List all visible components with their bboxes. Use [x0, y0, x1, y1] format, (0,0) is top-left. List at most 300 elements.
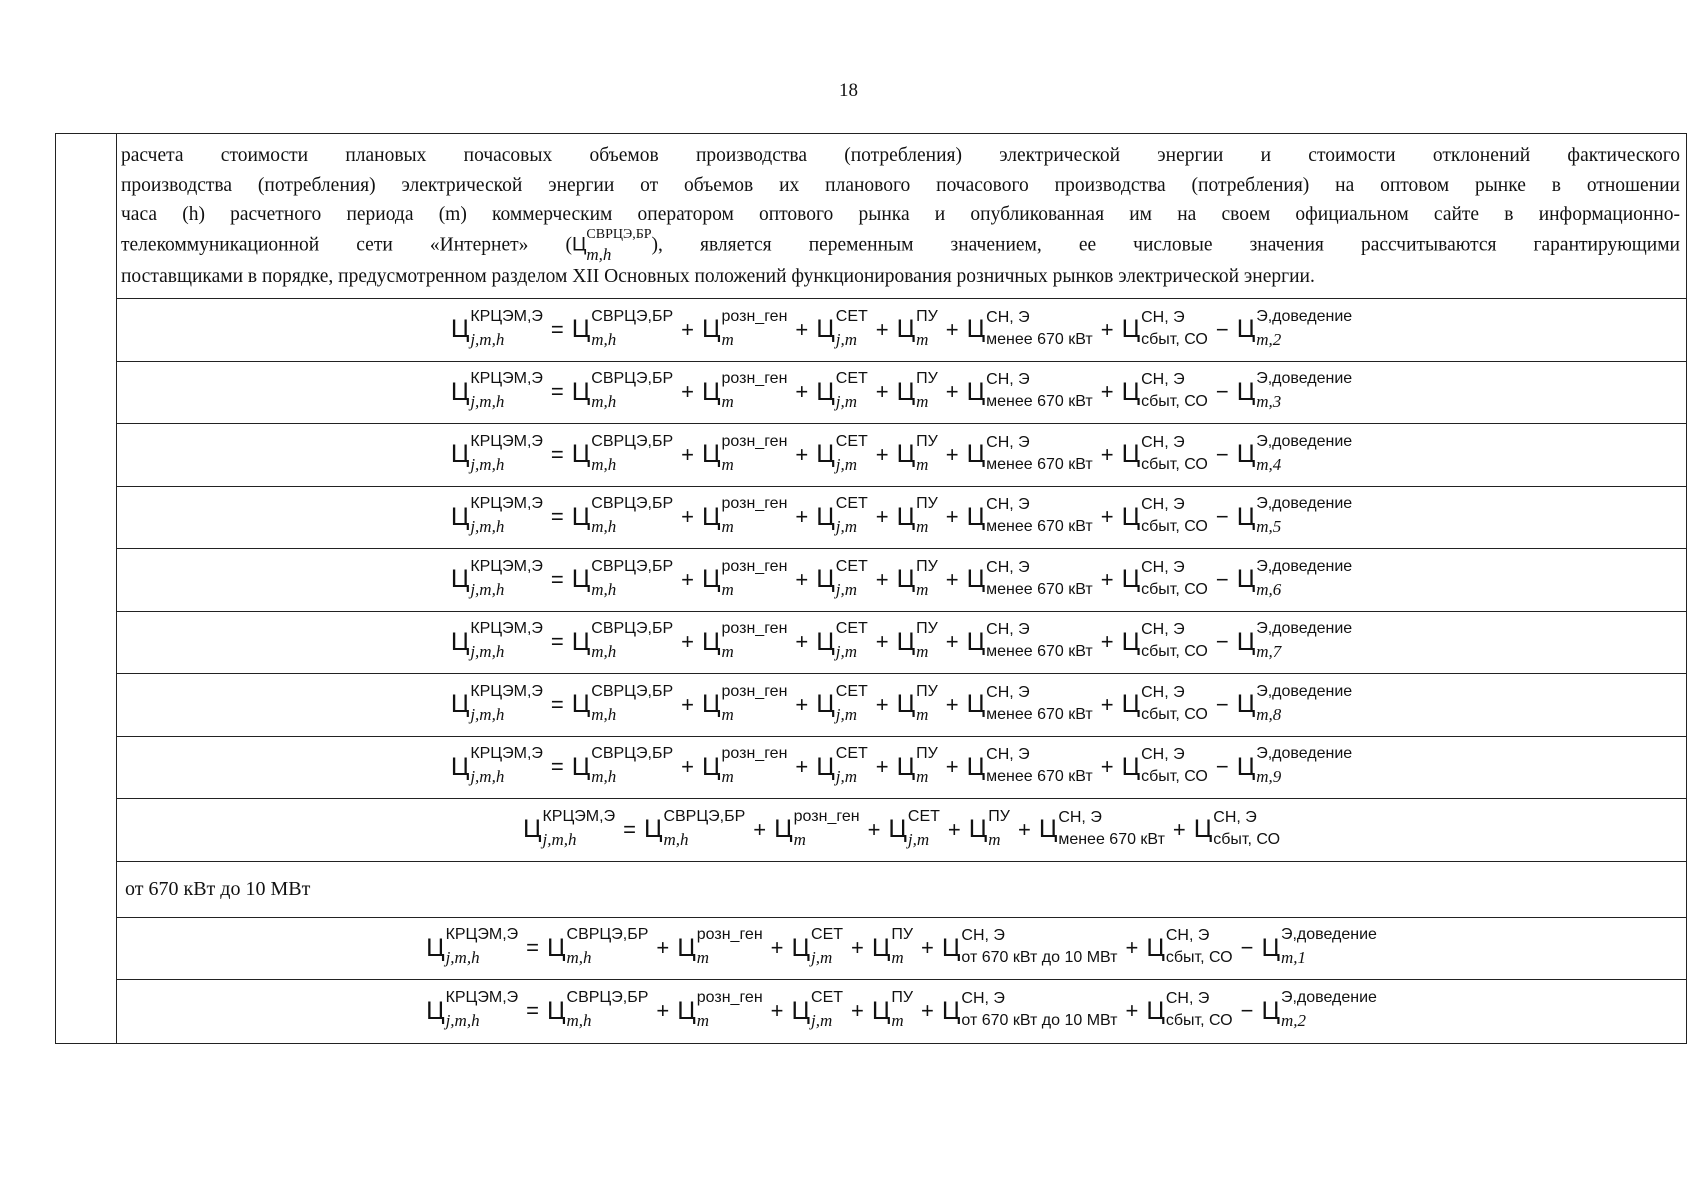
symbol-indices	[1256, 432, 1353, 474]
price-symbol: Ц	[816, 627, 835, 656]
price-symbol: Ц	[702, 752, 721, 781]
price-symbol: Ц	[896, 440, 916, 469]
plus-sign: +	[795, 379, 809, 405]
subscript: m,h	[591, 767, 617, 787]
plus-sign: +	[681, 754, 694, 780]
symbol-indices	[916, 370, 938, 412]
superscript: Э,доведение	[1280, 926, 1377, 944]
formula-term	[816, 557, 868, 599]
superscript: розн_ген	[721, 557, 788, 575]
symbol-indices	[916, 745, 938, 787]
subscript: j,m,h	[470, 704, 505, 724]
formula-term	[426, 926, 519, 968]
price-symbol: Ц	[1236, 752, 1256, 781]
price-symbol: Ц	[1121, 565, 1141, 594]
plus-sign: +	[921, 935, 934, 961]
superscript: Э,доведение	[1256, 557, 1353, 575]
equals-sign: =	[526, 998, 540, 1024]
superscript: розн_ген	[793, 807, 860, 825]
subscript: m	[721, 642, 734, 662]
subscript: m,9	[1256, 767, 1282, 787]
formula-term	[791, 989, 844, 1031]
superscript: СВРЦЭ,БР	[591, 370, 674, 388]
price-symbol: Ц	[1121, 752, 1141, 781]
superscript: СН, Э	[986, 496, 1030, 514]
plus-sign: +	[945, 754, 959, 780]
formula-term	[816, 745, 868, 787]
formula-row	[117, 487, 1686, 550]
price-symbol: Ц	[1236, 502, 1256, 531]
formula-term	[1121, 308, 1208, 348]
formula-term	[547, 926, 649, 968]
formula-table	[55, 133, 1687, 1044]
superscript: Э,доведение	[1256, 745, 1353, 763]
minus-sign: −	[1215, 691, 1229, 717]
minus-sign: −	[1215, 629, 1229, 655]
symbol-indices	[542, 807, 616, 849]
superscript: ПУ	[988, 807, 1010, 825]
symbol-indices	[470, 620, 543, 662]
superscript: СН, Э	[1058, 808, 1102, 826]
formula-term	[643, 807, 746, 849]
price-symbol: Ц	[1146, 933, 1165, 962]
symbol-indices	[721, 432, 788, 474]
subscript: j,m	[835, 454, 858, 474]
price-symbol: Ц	[571, 315, 591, 344]
superscript: розн_ген	[721, 307, 788, 325]
price-symbol: Ц	[1121, 690, 1141, 719]
price-symbol: Ц	[896, 315, 916, 344]
symbol-indices	[586, 226, 652, 264]
formula-term	[871, 926, 914, 968]
symbol-indices	[1165, 990, 1233, 1030]
minus-sign: −	[1215, 441, 1229, 467]
superscript: СВРЦЭ,БР	[566, 926, 649, 944]
subscript: m,h	[591, 329, 617, 349]
formula-term	[571, 557, 674, 599]
subscript: j,m	[835, 517, 858, 537]
symbol-indices	[1213, 808, 1281, 848]
equals-sign: =	[550, 316, 564, 342]
superscript: КРЦЭМ,Э	[470, 370, 543, 388]
symbol-indices	[591, 307, 674, 349]
formula-term	[1236, 682, 1353, 724]
symbol-indices	[1141, 558, 1208, 598]
plus-sign: +	[1100, 316, 1114, 342]
price-symbol: Ц	[522, 815, 542, 844]
plus-sign: +	[681, 316, 694, 342]
equals-sign: =	[550, 566, 564, 592]
subscript: j,m,h	[445, 948, 480, 968]
plus-sign: +	[681, 566, 694, 592]
plus-sign: +	[770, 935, 784, 961]
formula-term	[450, 745, 543, 787]
subscript: сбыт, СО	[1141, 705, 1208, 723]
symbol-indices	[1256, 557, 1353, 599]
superscript: Э,доведение	[1256, 682, 1353, 700]
formula-term	[816, 620, 868, 662]
superscript: ПУ	[916, 307, 938, 325]
subscript: m,5	[1256, 517, 1282, 537]
symbol-indices	[916, 307, 938, 349]
symbol-indices	[1280, 926, 1377, 968]
plus-sign: +	[681, 504, 694, 530]
formula-term	[1261, 989, 1377, 1031]
formula-term	[791, 926, 844, 968]
symbol-indices	[1141, 308, 1208, 348]
subscript: сбыт, СО	[1141, 518, 1208, 536]
superscript: СН, Э	[1213, 808, 1257, 826]
price-symbol: Ц	[702, 377, 721, 406]
formula-term	[522, 807, 616, 849]
formula-term	[896, 620, 938, 662]
price-symbol: Ц	[426, 933, 445, 962]
plus-sign: +	[851, 935, 864, 961]
formula-term	[816, 682, 868, 724]
superscript: розн_ген	[696, 989, 763, 1007]
subscript: j,m,h	[470, 767, 505, 787]
subscript: сбыт, СО	[1165, 949, 1233, 967]
superscript: СН, Э	[1141, 433, 1185, 451]
intro-line: поставщиками в порядке, предусмотренном разделом XII Основных положений функционирования розничных рынков электрической энергии.	[121, 265, 1315, 287]
superscript: КРЦЭМ,Э	[470, 620, 543, 638]
price-symbol: Ц	[966, 315, 986, 344]
subscript: m	[988, 829, 1001, 849]
price-symbol: Ц	[896, 377, 916, 406]
superscript: СН, Э	[986, 433, 1030, 451]
formula-term	[1236, 745, 1353, 787]
subscript: j,m,h	[470, 579, 505, 599]
plus-sign: +	[1172, 816, 1186, 842]
subscript: m	[916, 642, 929, 662]
plus-sign: +	[875, 504, 889, 530]
intro-paragraph	[117, 134, 1686, 299]
subscript: m	[721, 704, 734, 724]
price-symbol: Ц	[966, 752, 986, 781]
subscript: сбыт, СО	[1141, 768, 1208, 786]
price-symbol: Ц	[871, 996, 891, 1025]
price-symbol: Ц	[450, 565, 470, 594]
superscript: СВРЦЭ,БР	[566, 989, 649, 1007]
plus-sign: +	[851, 998, 864, 1024]
price-symbol: Ц	[941, 996, 961, 1025]
formula-term	[941, 927, 1118, 967]
symbol-indices	[1256, 307, 1353, 349]
minus-sign: −	[1215, 504, 1229, 530]
plus-sign: +	[1100, 504, 1114, 530]
superscript: СН, Э	[986, 746, 1030, 764]
price-symbol: Ц	[791, 933, 811, 962]
price-symbol: Ц	[702, 690, 721, 719]
intro-line: расчета стоимости плановых почасовых объемов производства (потребления) электрической энергии и стоимости отклонений фактического	[121, 145, 1680, 166]
subscript: j,m,h	[470, 329, 505, 349]
subscript: m	[916, 329, 929, 349]
subscript: m	[721, 392, 734, 412]
price-symbol: Ц	[1261, 996, 1280, 1025]
formula-term	[1121, 683, 1208, 723]
symbol-indices	[811, 926, 844, 968]
subscript: менее 670 кВт	[986, 643, 1093, 661]
formula-row	[117, 737, 1686, 800]
superscript: СЕТ	[835, 620, 868, 638]
symbol-indices	[986, 558, 1093, 598]
formula-term	[1038, 808, 1165, 848]
subscript: m	[696, 1011, 710, 1031]
price-symbol: Ц	[1236, 565, 1256, 594]
subscript: m,8	[1256, 704, 1282, 724]
symbol-indices	[663, 807, 746, 849]
price-symbol: Ц	[1261, 933, 1280, 962]
superscript: СН, Э	[986, 371, 1030, 389]
plus-sign: +	[795, 629, 809, 655]
subscript: менее 670 кВт	[986, 768, 1093, 786]
equals-sign: =	[550, 441, 564, 467]
price-symbol: Ц	[816, 565, 835, 594]
price-symbol: Ц	[450, 315, 470, 344]
symbol-indices	[591, 745, 674, 787]
subscript: m,2	[1256, 329, 1282, 349]
symbol-indices	[721, 307, 788, 349]
superscript: СЕТ	[835, 557, 868, 575]
plus-sign: +	[875, 316, 889, 342]
superscript: СН, Э	[1141, 683, 1185, 701]
subscript: менее 670 кВт	[1058, 830, 1165, 848]
superscript: СН, Э	[986, 308, 1030, 326]
superscript: розн_ген	[721, 432, 788, 450]
price-symbol: Ц	[816, 752, 835, 781]
superscript: СВРЦЭ,БР	[586, 226, 652, 242]
price-symbol: Ц	[702, 440, 721, 469]
price-symbol: Ц	[1121, 377, 1141, 406]
formula-term	[702, 370, 788, 412]
subscript: менее 670 кВт	[986, 393, 1093, 411]
price-symbol: Ц	[571, 690, 591, 719]
symbol-indices	[1256, 370, 1353, 412]
formula-term	[1236, 495, 1353, 537]
price-symbol: Ц	[702, 627, 721, 656]
subscript: m,h	[663, 829, 689, 849]
equals-sign: =	[550, 754, 564, 780]
formula-term	[966, 621, 1093, 661]
superscript: КРЦЭМ,Э	[470, 432, 543, 450]
equals-sign: =	[526, 935, 540, 961]
subscript: j,m,h	[470, 642, 505, 662]
formula-term	[1121, 621, 1208, 661]
symbol-indices	[591, 432, 674, 474]
superscript: СН, Э	[1141, 746, 1185, 764]
formula-term	[1236, 620, 1353, 662]
symbol-indices	[835, 682, 868, 724]
superscript: СЕТ	[835, 682, 868, 700]
price-symbol: Ц	[966, 627, 986, 656]
plus-sign: +	[1100, 754, 1114, 780]
price-symbol: Ц	[643, 815, 663, 844]
superscript: Э,доведение	[1256, 307, 1353, 325]
plus-sign: +	[945, 379, 959, 405]
subscript: m,6	[1256, 579, 1282, 599]
subscript: от 670 кВт до 10 МВт	[961, 949, 1118, 967]
subscript: сбыт, СО	[1165, 1012, 1233, 1030]
subscript: m,h	[591, 454, 617, 474]
symbol-indices	[445, 989, 519, 1031]
superscript: ПУ	[916, 682, 938, 700]
formula-term	[941, 990, 1118, 1030]
price-symbol: Ц	[426, 996, 445, 1025]
subscript: j,m	[907, 829, 930, 849]
formula-term	[547, 989, 649, 1031]
price-symbol: Ц	[871, 933, 891, 962]
formula-term	[1121, 371, 1208, 411]
superscript: КРЦЭМ,Э	[470, 745, 543, 763]
symbol-indices	[1280, 989, 1377, 1031]
superscript: СН, Э	[986, 558, 1030, 576]
superscript: СЕТ	[811, 926, 844, 944]
intro-line: часа (h) расчетного периода (m) коммерческим оператором оптового рынка и опубликованная им на своем официальном сайте в информационно-	[121, 204, 1680, 225]
subscript: j,m,h	[542, 829, 577, 849]
plus-sign: +	[681, 629, 694, 655]
subscript: m,7	[1256, 642, 1282, 662]
subscript: m,h	[591, 392, 617, 412]
subscript: m	[721, 517, 734, 537]
subscript: m	[916, 704, 929, 724]
formula-row	[117, 612, 1686, 675]
formula-term	[1261, 926, 1377, 968]
subscript: m	[916, 579, 929, 599]
symbol-indices	[1256, 745, 1353, 787]
price-symbol: Ц	[816, 502, 835, 531]
symbol-indices	[1141, 621, 1208, 661]
price-symbol: Ц	[896, 690, 916, 719]
formula-term	[966, 683, 1093, 723]
symbol-indices	[986, 433, 1093, 473]
formula-term	[702, 620, 788, 662]
equals-sign: =	[550, 379, 564, 405]
superscript: СЕТ	[835, 307, 868, 325]
formula-term	[571, 682, 674, 724]
superscript: КРЦЭМ,Э	[445, 989, 519, 1007]
formula-term	[677, 989, 763, 1031]
section-label: от 670 кВт до 10 МВт	[117, 862, 1686, 918]
plus-sign: +	[945, 566, 959, 592]
subscript: m	[721, 329, 734, 349]
formula-term	[702, 682, 788, 724]
price-symbol: Ц	[816, 377, 835, 406]
price-symbol: Ц	[816, 440, 835, 469]
symbol-indices	[591, 682, 674, 724]
price-symbol: Ц	[1236, 377, 1256, 406]
subscript: m	[916, 767, 929, 787]
symbol-indices	[1165, 927, 1233, 967]
superscript: СВРЦЭ,БР	[591, 557, 674, 575]
superscript: ПУ	[916, 495, 938, 513]
price-symbol: Ц	[1121, 502, 1141, 531]
formula-term	[450, 557, 543, 599]
symbol-indices	[986, 496, 1093, 536]
formula-term	[1236, 370, 1353, 412]
superscript: СЕТ	[811, 989, 844, 1007]
formula-term	[571, 432, 674, 474]
symbol-indices	[835, 370, 868, 412]
symbol-indices	[696, 926, 763, 968]
price-symbol: Ц	[702, 565, 721, 594]
superscript: СН, Э	[1141, 308, 1185, 326]
symbol-indices	[566, 989, 649, 1031]
plus-sign: +	[875, 441, 889, 467]
symbol-indices	[891, 989, 914, 1031]
symbol-indices	[721, 370, 788, 412]
symbol-indices	[907, 807, 940, 849]
superscript: СВРЦЭ,БР	[591, 620, 674, 638]
symbol-indices	[470, 557, 543, 599]
formula-term	[1121, 746, 1208, 786]
symbol-indices	[988, 807, 1010, 849]
subscript: m	[696, 948, 710, 968]
superscript: розн_ген	[721, 620, 788, 638]
superscript: СЕТ	[835, 495, 868, 513]
symbol-indices	[793, 807, 860, 849]
price-symbol: Ц	[571, 377, 591, 406]
subscript: m	[793, 829, 806, 849]
subscript: m,h	[591, 579, 617, 599]
price-symbol: Ц	[1121, 627, 1141, 656]
minus-sign: −	[1215, 316, 1229, 342]
superscript: ПУ	[916, 557, 938, 575]
equals-sign: =	[623, 816, 636, 842]
superscript: Э,доведение	[1256, 370, 1353, 388]
superscript: СЕТ	[907, 807, 940, 825]
symbol-indices	[470, 682, 543, 724]
plus-sign: +	[681, 379, 694, 405]
superscript: ПУ	[916, 745, 938, 763]
formula-term	[1146, 927, 1233, 967]
price-symbol: Ц	[1236, 315, 1256, 344]
formula-term	[702, 745, 788, 787]
plus-sign: +	[753, 816, 767, 842]
symbol-indices	[721, 682, 788, 724]
formula-term	[1146, 990, 1233, 1030]
symbol-indices	[986, 746, 1093, 786]
plus-sign: +	[945, 441, 959, 467]
symbol-indices	[986, 683, 1093, 723]
plus-sign: +	[1125, 935, 1139, 961]
formula-term	[450, 495, 543, 537]
plus-sign: +	[875, 629, 889, 655]
plus-sign: +	[795, 566, 809, 592]
plus-sign: +	[1100, 691, 1114, 717]
subscript: менее 670 кВт	[986, 455, 1093, 473]
plus-sign: +	[795, 754, 809, 780]
subscript: сбыт, СО	[1141, 643, 1208, 661]
symbol-indices	[1141, 433, 1208, 473]
symbol-indices	[721, 557, 788, 599]
price-symbol: Ц	[571, 752, 591, 781]
symbol-indices	[835, 307, 868, 349]
price-symbol: Ц	[450, 627, 470, 656]
symbol-indices	[811, 989, 844, 1031]
superscript: СН, Э	[986, 621, 1030, 639]
superscript: СЕТ	[835, 432, 868, 450]
price-symbol: Ц	[968, 815, 988, 844]
superscript: ПУ	[891, 989, 914, 1007]
subscript: менее 670 кВт	[986, 518, 1093, 536]
subscript: j,m	[835, 704, 858, 724]
formula-row	[117, 980, 1686, 1043]
formula-term	[774, 807, 860, 849]
symbol-indices	[835, 557, 868, 599]
subscript: m	[721, 579, 734, 599]
symbol-indices	[961, 990, 1118, 1030]
formula-term	[968, 807, 1010, 849]
